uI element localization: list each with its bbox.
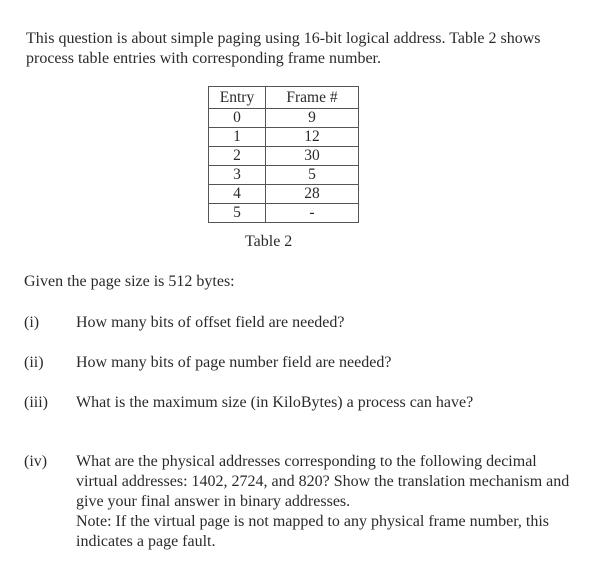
entry-cell: 2 bbox=[209, 147, 266, 166]
frame-cell: 9 bbox=[266, 109, 359, 128]
table-header-row bbox=[209, 87, 359, 109]
entry-cell: 4 bbox=[209, 185, 266, 204]
column-header-entry: Entry bbox=[209, 87, 266, 109]
entry-cell: 5 bbox=[209, 204, 266, 223]
frame-cell: - bbox=[266, 204, 359, 223]
frame-cell: 30 bbox=[266, 147, 359, 166]
table-row bbox=[209, 166, 359, 185]
frame-cell: 12 bbox=[266, 128, 359, 147]
entry-cell: 3 bbox=[209, 166, 266, 185]
entry-cell: 1 bbox=[209, 128, 266, 147]
table-row bbox=[209, 109, 359, 128]
table-row bbox=[209, 128, 359, 147]
frame-cell: 5 bbox=[266, 166, 359, 185]
table-row bbox=[209, 185, 359, 204]
question-number: (iv) bbox=[24, 453, 48, 470]
page-table-container bbox=[208, 86, 359, 223]
question-note: Note: If the virtual page is not mapped to any physical frame number, this indicates a page fault. bbox=[76, 513, 550, 550]
entry-cell: 0 bbox=[209, 109, 266, 128]
given-statement: Given the page size is 512 bytes: bbox=[24, 273, 235, 290]
table-row bbox=[209, 147, 359, 166]
question-intro: This question is about simple paging using 16-bit logical address. Table 2 shows process table entries with corresponding frame number. bbox=[26, 30, 541, 67]
question-number: (ii) bbox=[24, 354, 44, 371]
question-number: (iii) bbox=[24, 394, 48, 411]
page-table bbox=[208, 86, 359, 223]
question-text: How many bits of offset field are needed? bbox=[76, 314, 345, 331]
question-text: How many bits of page number field are needed? bbox=[76, 354, 392, 371]
table-caption: Table 2 bbox=[245, 233, 293, 250]
question-number: (i) bbox=[24, 314, 40, 331]
question-text: What are the physical addresses corresponding to the following decimal virtual addresses: 1402, 2724, and 820? Show the translation mechanism and give your final answer in binary addresses. bbox=[76, 453, 570, 510]
frame-cell: 28 bbox=[266, 185, 359, 204]
column-header-frame: Frame # bbox=[266, 87, 359, 109]
question-text: What is the maximum size (in KiloBytes) a process can have? bbox=[76, 394, 474, 411]
table-row bbox=[209, 204, 359, 223]
question-body bbox=[76, 452, 576, 552]
